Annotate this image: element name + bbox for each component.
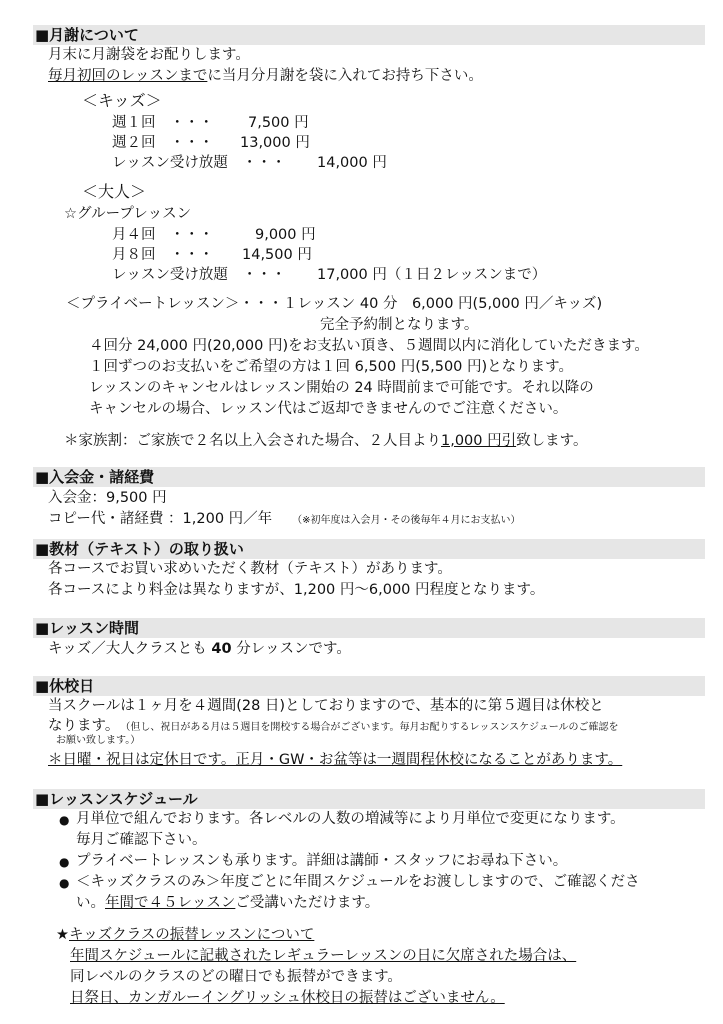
private-cancel-1: レッスンのキャンセルはレッスン開始の 24 時間前まで可能です。それ以降の: [89, 380, 594, 396]
tuition-line-1: 月末に月謝袋をお配りします。: [48, 47, 250, 63]
makeup-line-1: 年間スケジュールに記載されたレギュラーレッスンの日に欠席された場合は、: [70, 948, 577, 964]
copy-fee-note: （※初年度は入会月・その後毎年４月にお支払い）: [292, 515, 521, 526]
kids-plan-3-price: 14,000 円: [317, 155, 387, 171]
section-heading-fees: ■入会金・諸経費: [33, 467, 705, 487]
kids-plan-1-label: 週１回 ・・・: [112, 115, 214, 131]
adult-plan-2-label: 月８回 ・・・: [112, 247, 214, 263]
kids-plan-2-label: 週２回 ・・・: [112, 135, 214, 151]
lesson-time-c: 分レッスンです。: [236, 641, 351, 657]
lesson-time-line: [48, 640, 351, 659]
kids-title: ＜キッズ＞: [82, 91, 162, 110]
schedule-bullet-3b-underline: 年間で４５レッスン: [105, 895, 236, 911]
tuition-line-2-underline: 毎月初回のレッスンまで: [48, 68, 208, 84]
schedule-bullet-2: プライベートレッスンも承ります。詳細は講師・スタッフにお尋ね下さい。: [76, 853, 568, 869]
holidays-line-2-text: なります。: [48, 718, 120, 734]
schedule-bullet-3a: ＜キッズクラスのみ＞年度ごとに年間スケジュールをお渡ししますので、ご確認くださ: [76, 874, 640, 890]
group-lesson-label: ☆グループレッスン: [64, 206, 192, 222]
schedule-bullet-3b-pre: い。: [76, 895, 105, 911]
adult-plan-2-price: 14,500 円: [242, 247, 312, 263]
holidays-note-1: （但し、祝日がある月は５週目を開校する場合がございます。毎月お配りするレッスンスケジュールのご確認を: [125, 722, 619, 733]
holidays-line-1: 当スクールは１ヶ月を４週間(28 日)としておりますので、基本的に第５週目は休校と: [48, 698, 604, 714]
section-heading-holidays: ■休校日: [33, 676, 705, 696]
private-cancel-2: キャンセルの場合、レッスン代はご返却できませんのでご注意ください。: [89, 401, 568, 417]
family-discount-amount: 1,000 円引: [441, 433, 517, 449]
adult-plan-1-price: 9,000 円: [255, 227, 316, 243]
makeup-title-line: [56, 926, 314, 945]
schedule-bullet-3b: [76, 894, 379, 913]
schedule-bullet-1b: 毎月ご確認下さい。: [76, 832, 207, 848]
copy-fee-text: コピー代・諸経費 ：1,200 円／年: [48, 511, 273, 527]
lesson-time-a: キッズ／大人クラスとも: [48, 641, 207, 657]
section-heading-lesson-time: ■レッスン時間: [33, 618, 705, 638]
bullet-icon: ●: [59, 876, 70, 890]
family-discount-b: 致します。: [516, 433, 588, 449]
schedule-bullet-1a: 月単位で組んでおります。各レベルの人数の増減等により月単位で変更になります。: [76, 811, 625, 827]
kids-plan-1-price: 7,500 円: [248, 115, 309, 131]
family-discount-a: ＊家族割：ご家族で２名以上入会された場合、２人目より: [64, 433, 441, 449]
makeup-line-2: 同レベルのクラスのどの曜日でも振替ができます。: [70, 969, 402, 985]
section-heading-schedule: ■レッスンスケジュール: [33, 789, 705, 809]
section-heading-materials: ■教材（テキスト）の取り扱い: [33, 539, 705, 559]
holidays-note-2: お願い致します。）: [56, 735, 141, 746]
adult-plan-3-price: 17,000 円（１日２レッスンまで）: [317, 267, 547, 283]
kids-plan-3-label: レッスン受け放題 ・・・: [112, 155, 286, 171]
bullet-icon: ●: [59, 813, 70, 827]
tuition-line-2: [48, 67, 483, 86]
private-reserve-note: 完全予約制となります。: [320, 317, 479, 333]
materials-line-2: 各コースにより料金は異なりますが、1,200 円～6,000 円程度となります。: [48, 582, 545, 598]
family-discount: [64, 432, 587, 451]
holidays-line-3: ＊日曜・祝日は定休日です。正月・GW・お盆等は一週間程休校になることがあります。: [48, 752, 623, 768]
materials-line-1: 各コースでお買い求めいただく教材（テキスト）があります。: [48, 561, 452, 577]
adult-plan-3-label: レッスン受け放題 ・・・: [112, 267, 286, 283]
bullet-icon: ●: [59, 855, 70, 869]
private-lesson-line: ＜プライベートレッスン＞・・・１レッスン 40 分 6,000 円(5,000 円／キッズ): [66, 296, 603, 312]
makeup-title: キッズクラスの振替レッスンについて: [69, 927, 315, 943]
entry-fee: 入会金：9,500 円: [48, 490, 167, 506]
private-payment-2: １回ずつのお支払いをご希望の方は１回 6,500 円(5,500 円)となります。: [89, 359, 573, 375]
tuition-line-2-rest: に当月分月謝を袋に入れてお持ち下さい。: [207, 68, 483, 84]
adult-plan-1-label: 月４回 ・・・: [112, 227, 214, 243]
copy-fee: [48, 510, 521, 530]
section-heading-tuition: ■月謝について: [33, 25, 705, 45]
schedule-bullet-3b-post: ご受講いただけます。: [235, 895, 380, 911]
kids-plan-2-price: 13,000 円: [240, 135, 310, 151]
star-icon: ★: [56, 927, 69, 943]
makeup-line-3: 日祭日、カンガルーイングリッシュ休校日の振替はございません。: [70, 990, 505, 1006]
adult-title: ＜大人＞: [82, 182, 147, 201]
private-payment-1: ４回分 24,000 円(20,000 円)をお支払い頂き、５週間以内に消化していただきます。: [89, 338, 649, 354]
lesson-time-minutes: 40: [211, 641, 232, 657]
